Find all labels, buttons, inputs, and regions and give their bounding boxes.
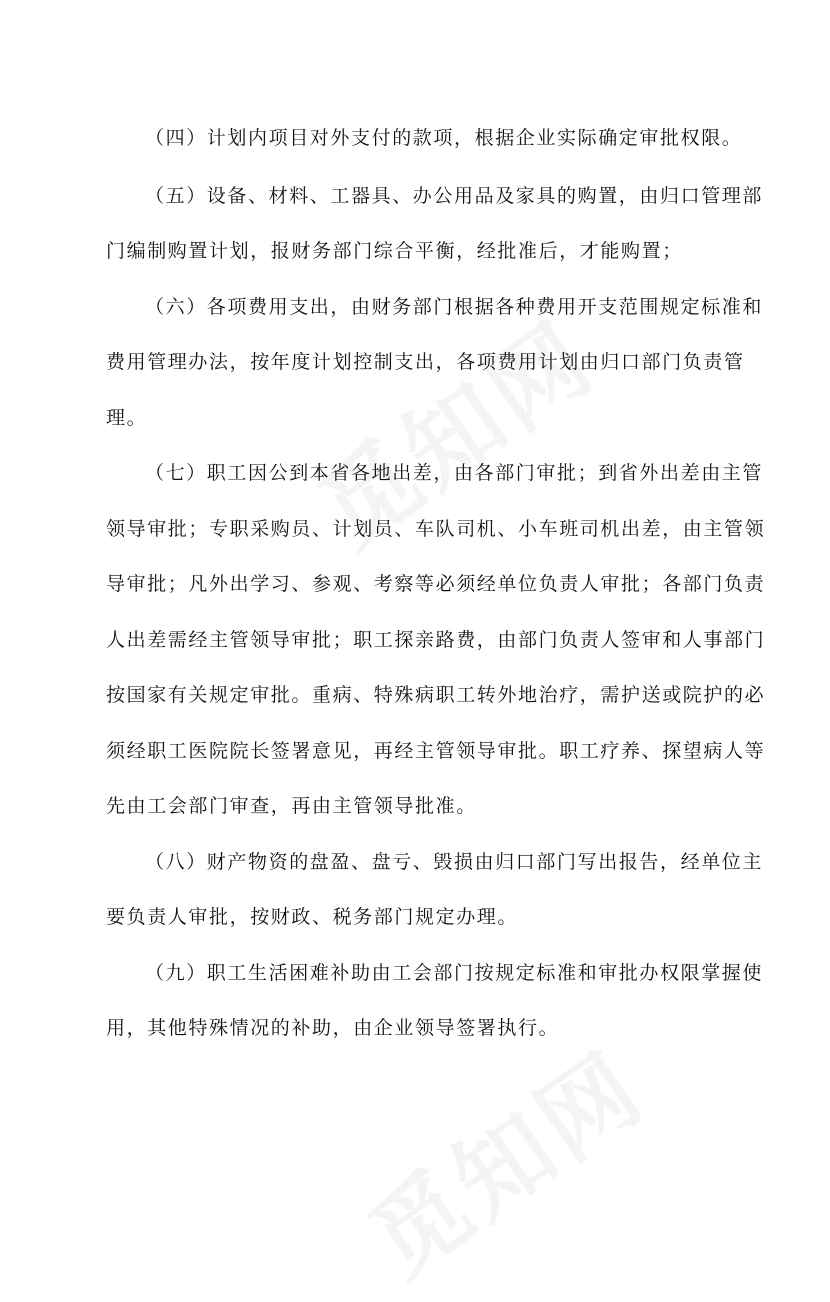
paragraph-6-line-3: 理。 — [106, 407, 148, 429]
paragraph-7-line-1: （七）职工因公到本省各地出差，由各部门审批；到省外出差由主管 — [145, 462, 764, 484]
paragraph-4-line-1: （四）计划内项目对外支付的款项，根据企业实际确定审批权限。 — [145, 127, 743, 149]
paragraph-5-line-2: 门编制购置计划，报财务部门综合平衡，经批准后，才能购置； — [106, 240, 683, 262]
paragraph-5-line-1: （五）设备、材料、工器具、办公用品及家具的购置，由归口管理部 — [145, 185, 764, 207]
paragraph-7-line-5: 按国家有关规定审批。重病、特殊病职工转外地治疗，需护送或院护的必 — [106, 684, 766, 706]
paragraph-6-line-1: （六）各项费用支出，由财务部门根据各种费用开支范围规定标准和 — [145, 296, 764, 318]
paragraph-9-line-1: （九）职工生活困难补助由工会部门按规定标准和审批办权限掌握使 — [145, 962, 764, 984]
paragraph-7-line-2: 领导审批；专职采购员、计划员、车队司机、小车班司机出差，由主管领 — [106, 518, 766, 540]
paragraph-9-line-2: 用，其他特殊情况的补助，由企业领导签署执行。 — [106, 1017, 560, 1039]
paragraph-7-line-6: 须经职工医院院长签署意见，再经主管领导审批。职工疗养、探望病人等 — [106, 740, 766, 762]
watermark-bottom — [338, 1015, 667, 1302]
paragraph-6-line-2: 费用管理办法，按年度计划控制支出，各项费用计划由归口部门负责管 — [106, 351, 745, 373]
paragraph-7-line-4: 人出差需经主管领导审批；职工探亲路费，由部门负责人签审和人事部门 — [106, 629, 766, 651]
paragraph-8-line-1: （八）财产物资的盘盈、盘亏、毁损由归口部门写出报告，经单位主 — [145, 851, 764, 873]
paragraph-7-line-3: 导审批；凡外出学习、参观、考察等必须经单位负责人审批；各部门负责 — [106, 573, 766, 595]
paragraph-7-line-7: 先由工会部门审查，再由主管领导批准。 — [106, 795, 477, 817]
paragraph-8-line-2: 要负责人审批，按财政、税务部门规定办理。 — [106, 906, 519, 928]
